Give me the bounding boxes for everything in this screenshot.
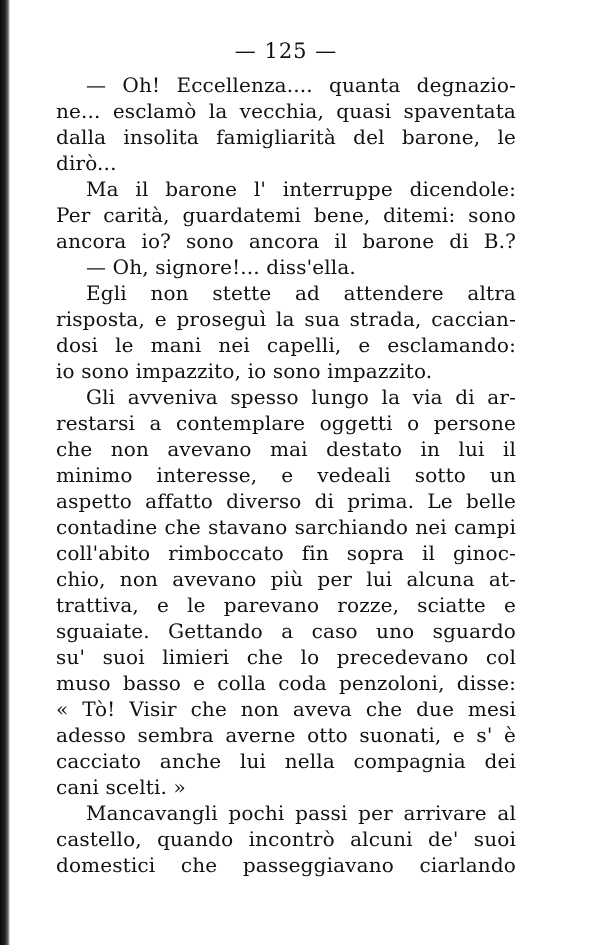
text-line: contadine che stavano sarchiando nei campi [56, 515, 516, 539]
text-line: dosi le mani nei capelli, e esclamando: [56, 333, 516, 357]
text-line: Per carità, guardatemi bene, ditemi: sono [56, 203, 516, 227]
text-line: Mancavangli pochi passi per arrivare al [86, 801, 516, 825]
text-line: risposta, e proseguì la sua strada, caccian- [56, 307, 516, 331]
text-line: chio, non avevano più per lui alcuna at- [56, 567, 516, 591]
text-line: domestici che passeggiavano ciarlando [56, 853, 516, 877]
text-line: adesso sembra averne otto suonati, e s' è [56, 723, 516, 747]
text-line: castello, quando incontrò alcuni de' suoi [56, 827, 516, 851]
text-line: cacciato anche lui nella compagnia dei [56, 749, 516, 773]
text-line: muso basso e colla coda penzoloni, disse: [56, 671, 516, 695]
text-line: su' suoi limieri che lo precedevano col [56, 645, 516, 669]
page-number: — 125 — [234, 39, 338, 63]
text-line: che non avevano mai destato in lui il [56, 437, 516, 461]
text-line: ancora io? sono ancora il barone di B.? [56, 229, 516, 253]
text-line: cani scelti. » [56, 775, 186, 799]
text-line: aspetto affatto diverso di prima. Le belle [56, 489, 516, 513]
text-line: Gli avveniva spesso lungo la via di ar- [86, 385, 516, 409]
text-line: — Oh! Eccellenza.... quanta degnazio- [86, 73, 516, 97]
page-text [56, 72, 516, 878]
text-line: sguaiate. Gettando a caso uno sguardo [56, 619, 516, 643]
text-line: coll'abito rimboccato fin sopra il ginoc- [56, 541, 516, 565]
text-line: trattiva, e le parevano rozze, sciatte e [56, 593, 516, 617]
text-line: minimo interesse, e vedeali sotto un [56, 463, 516, 487]
text-line: Ma il barone l' interruppe dicendole: [86, 177, 516, 201]
text-line: « Tò! Visir che non aveva che due mesi [56, 697, 516, 721]
text-line: io sono impazzito, io sono impazzito. [56, 359, 433, 383]
text-line: ne... esclamò la vecchia, quasi spaventata [56, 99, 516, 123]
text-line: Egli non stette ad attendere altra [86, 281, 516, 305]
text-line: dirò... [56, 151, 117, 175]
text-line: restarsi a contemplare oggetti o persone [56, 411, 516, 435]
text-line: — Oh, signore!... diss'ella. [86, 255, 356, 279]
book-page [56, 0, 516, 945]
text-line: dalla insolita famigliarità del barone, le [56, 125, 516, 149]
book-spine-shadow [0, 0, 10, 945]
